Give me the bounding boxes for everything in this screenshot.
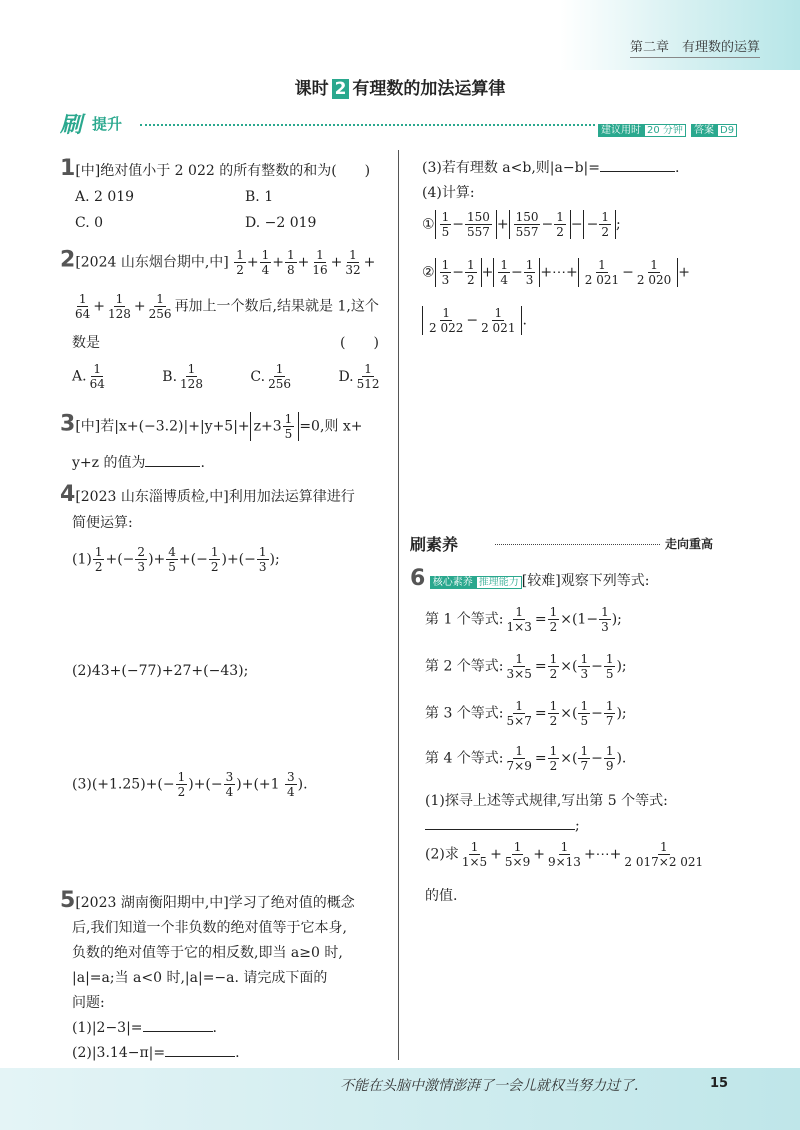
q6-part2: (2)求 $\frac{1}{1\times 5}$ + $\frac{1}{5\times 9}$ + $\frac{1}{9\times 13}$ +⋯+ $\frac{1}{2 017\times 2 021}$ [425,840,704,869]
time-tags: 建议用时 20 分钟 答案 D9 [598,118,737,137]
q6-part1: (1)探寻上述等式规律,写出第 5 个等式: [425,793,668,809]
q3-line2: y+z 的值为 . [72,455,205,471]
q6-part2-end: 的值. [425,888,458,904]
q1-option-b: B. 1 [245,189,274,205]
q6-eq1: 第 1 个等式: $\frac{1}{1\times 3}$ = $\frac{1}{2}$ ×(1− $\frac{1}{3}$ ); [425,605,622,634]
q6-eq4: 第 4 个等式: $\frac{1}{7\times 9}$ = $\frac{1}{2}$ ×( $\frac{1}{7}$ − $\frac{1}{9}$ ). [425,744,627,773]
section2-title: 刷素养 [410,535,459,554]
section-divider [140,124,595,126]
q6-eq3: 第 3 个等式: $\frac{1}{5\times 7}$ = $\frac{1}{2}$ ×( $\frac{1}{5}$ − $\frac{1}{7}$ ); [425,699,627,728]
q5-calc2-cont: $\frac{1}{2 022}$ − $\frac{1}{2 021}$ . [422,306,527,335]
q5-part3: (3)若有理数 a<b,则|a−b|= . [422,160,680,176]
q4-part2: (2)43+(−77)+27+(−43); [72,663,249,679]
header-background [0,0,800,70]
q2-options: A. $\frac{1}{64}$ B. $\frac{1}{128}$ C. $\frac{1}{256}$ D. $\frac{1}{512}$ [72,362,380,391]
section-title: 提升 [92,115,123,133]
q6-eq2: 第 2 个等式: $\frac{1}{3\times 5}$ = $\frac{1}{2}$ ×( $\frac{1}{3}$ − $\frac{1}{5}$ ); [425,652,627,681]
q1-option-c: C. 0 [75,215,104,231]
brush-logo: 刷 [60,113,83,138]
q1-option-d: D. −2 019 [245,215,317,231]
question-6: 6 核心素养 推理能力 [较难]观察下列等式: [410,566,650,591]
question-2: 2[2024 山东烟台期中,中] $\frac{1}{2}$ + $\frac{1}{4}$ + $\frac{1}{8}$ + $\frac{1}{16}$ + $\frac{1}{32}$ + [60,247,376,277]
footer-motto: 不能在头脑中激情澎湃了一会儿就权当努力过了. [340,1078,639,1094]
question-5: 5[2023 湖南衡阳期中,中]学习了绝对值的概念 后,我们知道一个非负数的绝对值等于它本身, 负数的绝对值等于它的相反数,即当 a≥0 时, |a|=a;当 a<0 时,|a|=−a. 请完成下面的 问题: (1)|2−3|= . (2)|3.14−π|= . [60,888,355,1061]
q2-line2: $\frac{1}{64}$ + $\frac{1}{128}$ + $\frac{1}{256}$ 再加上一个数后,结果就是 1,这个 [75,292,379,321]
q1-option-a: A. 2 019 [75,189,135,205]
question-4: 4[2023 山东淄博质检,中]利用加法运算律进行 [60,482,355,507]
q4-part3: (3)(+1.25)+(− $\frac{1}{2}$ )+(− $\frac{3}{4}$ )+(+1 $\frac{3}{4}$ ). [72,770,308,799]
question-3: 3[中]若|x+(−3.2)|+|y+5|+ z+3 $\frac{1}{5}$ =0,则 x+ [60,411,363,441]
q5-calc2: ② $\frac{1}{3}$ − $\frac{1}{2}$ + $\frac{1}{4}$ − $\frac{1}{3}$ +⋯+ $\frac{1}{2 021}$ − $\frac{1}{2 020}$ + [422,258,690,287]
q6-part1-blank: ; [425,815,580,837]
q2-line3: 数是 [72,335,100,351]
page-number: 15 [710,1076,729,1091]
section2-right-label: 走向重高 [665,537,714,551]
q4-line2: 简便运算: [72,515,133,531]
q5-calc1: ① $\frac{1}{5}$ − $\frac{150}{557}$ + $\frac{150}{557}$ − $\frac{1}{2}$ − − $\frac{1}{2}$ ; [422,210,621,239]
section2-divider [495,544,660,545]
lesson-title: 课时 2 有理数的加法运算律 [294,79,506,99]
chapter-label: 第二章 有理数的运算 [630,36,760,58]
q5-part4: (4)计算: [422,185,475,201]
q4-part1: (1) $\frac{1}{2}$ +(− $\frac{2}{3}$ )+ $\frac{4}{5}$ +(− $\frac{1}{2}$ )+(− $\frac{1}{3}$ ); [72,545,280,574]
q2-answer-paren: ( ) [340,335,379,351]
question-1: 1[中]绝对值小于 2 022 的所有整数的和为( ) [60,156,371,181]
